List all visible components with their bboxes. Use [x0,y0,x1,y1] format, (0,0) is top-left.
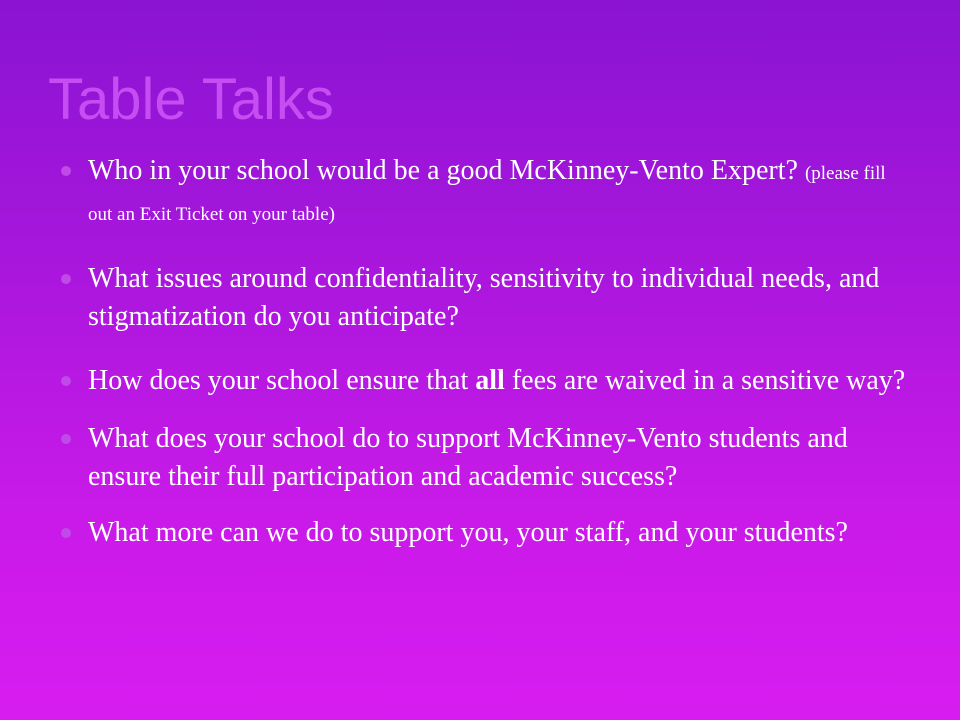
bullet-dot-icon [61,274,71,284]
bullet-item-confidentiality [58,260,908,336]
bullet-note: (please fill out an Exit Ticket on your table) [88,163,886,225]
bullet-text: Who in your school would be a good McKinney-Vento Expert? [88,155,805,186]
bullet-text: What does your school do to support McKinney-Vento students and ensure their full participation and academic success? [88,423,848,492]
bullet-list [58,148,908,552]
bullet-dot-icon [61,434,71,444]
bullet-dot-icon [61,528,71,538]
bullet-dot-icon [61,166,71,176]
bullet-text: What issues around confidentiality, sensitivity to individual needs, and stigmatization do you anticipate? [88,263,880,332]
bullet-item-support-you [58,514,908,552]
slide-title: Table Talks [48,67,334,132]
bullet-dot-icon [61,376,71,386]
bullet-item-mckinney-vento-expert [58,152,908,234]
bullet-text-after: fees are waived in a sensitive way? [504,365,906,396]
bullet-text-before: How does your school ensure that [88,365,476,396]
bullet-emphasis: all [475,365,505,396]
bullet-item-fees-waived [58,362,908,400]
bullet-text: What more can we do to support you, your staff, and your students? [88,517,848,548]
bullet-item-support-students [58,420,908,496]
